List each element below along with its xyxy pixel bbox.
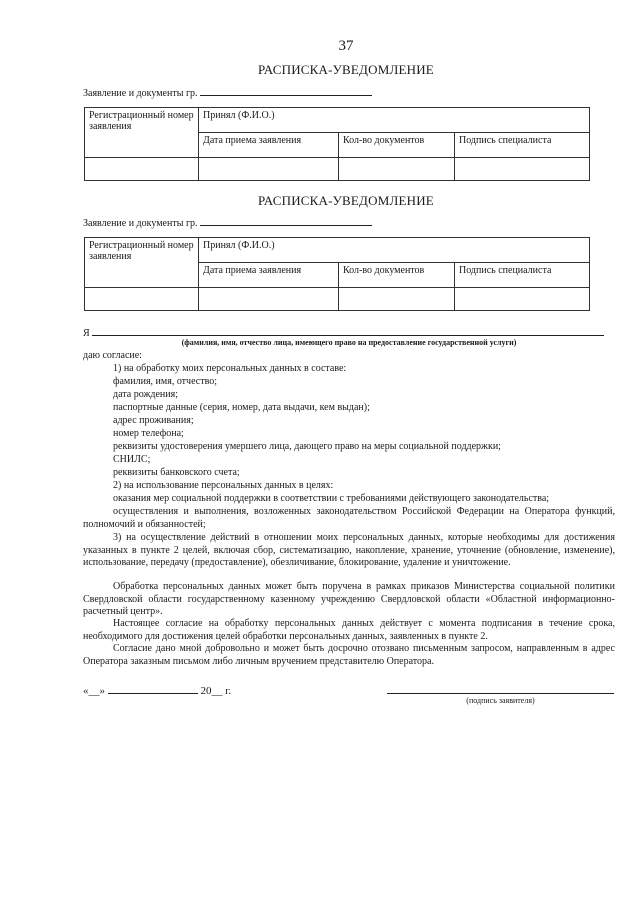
receipt-1-statement-line xyxy=(83,85,372,99)
receipt-1-reg-number-cell[interactable] xyxy=(85,158,199,181)
consent-item: оказания мер социальной поддержки в соответствии с требованиями действующего законодательства; xyxy=(113,493,550,504)
receipt-2-statement-label: Заявление и документы гр. xyxy=(83,218,198,229)
consent-item: номер телефона; xyxy=(113,428,184,439)
consent-item: дата рождения; xyxy=(113,389,178,400)
consent-validity-paragraph: Настоящее согласие на обработку персональных данных действует с момента подписания в течение срока, необходимого для достижения целей обработки персональных данных, заявленных в пункте 2. xyxy=(83,618,615,642)
receipt-1-accepted-by-label: Принял (Ф.И.О.) xyxy=(199,108,590,133)
receipt-2-docs-count-label: Кол-во документов xyxy=(339,263,455,288)
consent-revoke-paragraph: Согласие дано мной добровольно и может быть досрочно отозвано письменным запросом, направленным в адрес Оператора заказным письмом либо личным вручением представителю Оператора. xyxy=(83,643,615,667)
consent-item: адрес проживания; xyxy=(113,415,194,426)
consent-give-label: даю согласие: xyxy=(83,350,142,361)
consent-item: паспортные данные (серия, номер, дата выдачи, кем выдан); xyxy=(113,402,370,413)
consent-item: 1) на обработку моих персональных данных в составе: xyxy=(113,363,347,374)
receipt-2-applicant-blank[interactable] xyxy=(200,215,372,226)
receipt-2-accepted-by-label: Принял (Ф.И.О.) xyxy=(199,238,590,263)
receipt-1-reg-number-label: Регистрационный номер заявления xyxy=(85,108,199,158)
receipt-2-date-cell[interactable] xyxy=(199,288,339,311)
date-line xyxy=(83,683,231,697)
consent-item: 2) на использование персональных данных в целях: xyxy=(113,480,334,491)
receipt-2-docs-count-cell[interactable] xyxy=(339,288,455,311)
receipt-1-docs-count-label: Кол-во документов xyxy=(339,133,455,158)
receipt-2-reg-number-label: Регистрационный номер заявления xyxy=(85,238,199,288)
receipt-1-table xyxy=(84,107,590,181)
receipt-2-table xyxy=(84,237,590,311)
consent-item: СНИЛС; xyxy=(113,454,151,465)
receipt-2-reg-number-cell[interactable] xyxy=(85,288,199,311)
receipt-2-statement-line xyxy=(83,215,372,229)
consent-item: реквизиты удостоверения умершего лица, дающего право на меры социальной поддержки; xyxy=(113,441,501,452)
signature-line[interactable] xyxy=(387,683,614,694)
receipt-1-docs-count-cell[interactable] xyxy=(339,158,455,181)
receipt-1-title: РАСПИСКА-УВЕДОМЛЕНИЕ xyxy=(258,62,434,77)
receipt-1-statement-label: Заявление и документы гр. xyxy=(83,88,198,99)
consent-item: реквизиты банковского счета; xyxy=(113,467,240,478)
consent-item: фамилия, имя, отчество; xyxy=(113,376,218,387)
receipt-1-signature-label: Подпись специалиста xyxy=(455,133,590,158)
receipt-2-title: РАСПИСКА-УВЕДОМЛЕНИЕ xyxy=(258,193,434,208)
date-day: «__» xyxy=(83,685,105,697)
receipt-1-signature-cell[interactable] xyxy=(455,158,590,181)
receipt-1-date-label: Дата приема заявления xyxy=(199,133,339,158)
receipt-1-date-cell[interactable] xyxy=(199,158,339,181)
receipt-2-signature-label: Подпись специалиста xyxy=(455,263,590,288)
consent-actions-paragraph: 3) на осуществление действий в отношении моих персональных данных, которые необходимы для достижения указанных в пункте 2 целей, включая сбор, систематизацию, накопление, хранение, уточнение (обновление, изменение), использование, передачу (предоставление), обезличивание, блокирование, удаление и уничтожение. xyxy=(83,532,615,568)
consent-functions-paragraph: осуществления и выполнения, возложенных законодательством Российской Федерации на Оператора функций, полномочий и обязанностей; xyxy=(83,506,615,530)
receipt-2-date-label: Дата приема заявления xyxy=(199,263,339,288)
consent-fio-caption: (фамилия, имя, отчество лица, имеющего право на предоставление государственной услуги) xyxy=(181,338,517,347)
page-number: 37 xyxy=(338,38,354,54)
consent-i-label: Я xyxy=(83,328,90,339)
date-year: 20__ г. xyxy=(200,685,232,697)
consent-fio-blank[interactable] xyxy=(92,325,604,336)
date-month-blank[interactable] xyxy=(108,683,198,694)
consent-processing-paragraph: Обработка персональных данных может быть поручена в рамках приказов Министерства социальной политики Свердловской области государственному казенному учреждению Свердловской области «Областной информационно-расчетный центр». xyxy=(83,581,615,617)
receipt-2-signature-cell[interactable] xyxy=(455,288,590,311)
receipt-1-applicant-blank[interactable] xyxy=(200,85,372,96)
signature-caption: (подпись заявителя) xyxy=(466,696,535,705)
